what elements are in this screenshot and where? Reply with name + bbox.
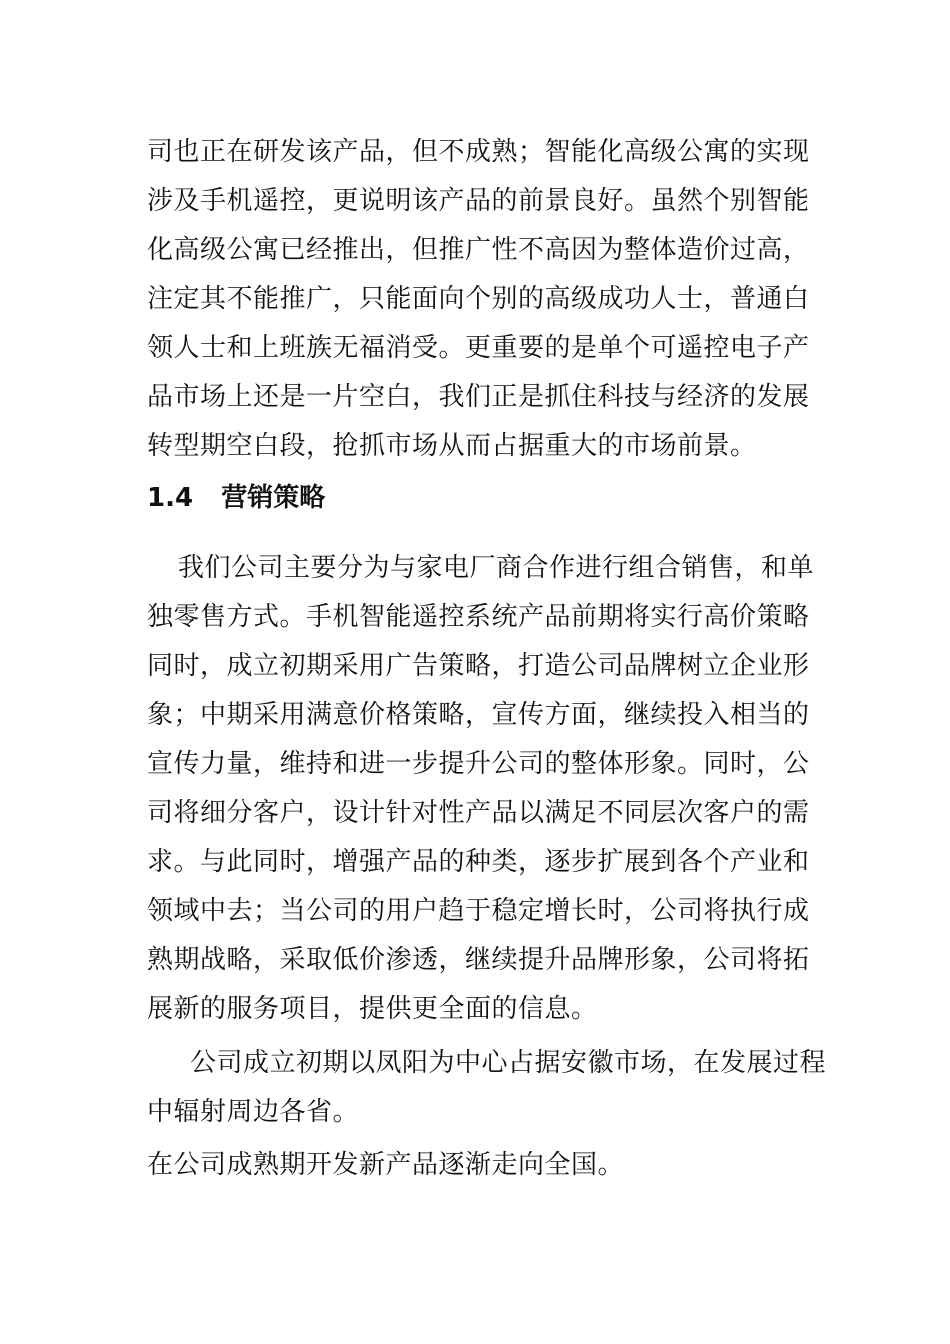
section-number: 1.4 (147, 483, 194, 513)
body-text-line: 司将细分客户，设计针对性产品以满足不同层次客户的需 (147, 798, 810, 828)
body-text-line: 象；中期采用满意价格策略，宣传方面，继续投入相当的 (147, 700, 810, 730)
body-text-line: 求。与此同时，增强产品的种类，逐步扩展到各个产业和 (147, 847, 810, 877)
body-text-line: 中辐射周边各省。 (147, 1097, 360, 1127)
body-text-line: 领人士和上班族无福消受。更重要的是单个可遥控电子产 (147, 333, 810, 363)
body-text-line: 司也正在研发该产品，但不成熟；智能化高级公寓的实现 (147, 137, 810, 167)
body-text-line: 展新的服务项目，提供更全面的信息。 (147, 994, 598, 1024)
body-text-line: 公司成立初期以凤阳为中心占据安徽市场，在发展过程 (190, 1048, 827, 1078)
body-text-line: 在公司成熟期开发新产品逐渐走向全国。 (147, 1150, 625, 1180)
body-text-line: 领域中去；当公司的用户趋于稳定增长时，公司将执行成 (147, 896, 810, 926)
body-text-line: 化高级公寓已经推出，但推广性不高因为整体造价过高， (147, 235, 810, 265)
section-title: 营销策略 (221, 483, 326, 513)
body-text-line: 同时，成立初期采用广告策略，打造公司品牌树立企业形 (147, 651, 810, 681)
body-text-line: 独零售方式。手机智能遥控系统产品前期将实行高价策略 (147, 602, 810, 632)
body-text-line: 转型期空白段，抢抓市场从而占据重大的市场前景。 (147, 431, 757, 461)
section-heading (147, 481, 325, 515)
body-text-line: 品市场上还是一片空白，我们正是抓住科技与经济的发展 (147, 382, 810, 412)
body-text-line: 熟期战略，采取低价渗透，继续提升品牌形象，公司将拓 (147, 945, 810, 975)
body-text-line: 注定其不能推广，只能面向个别的高级成功人士，普通白 (147, 284, 810, 314)
body-text-line: 我们公司主要分为与家电厂商合作进行组合销售，和单 (178, 553, 815, 583)
body-text-line: 宣传力量，维持和进一步提升公司的整体形象。同时，公 (147, 749, 810, 779)
body-text-line: 涉及手机遥控，更说明该产品的前景良好。虽然个别智能 (147, 186, 810, 216)
